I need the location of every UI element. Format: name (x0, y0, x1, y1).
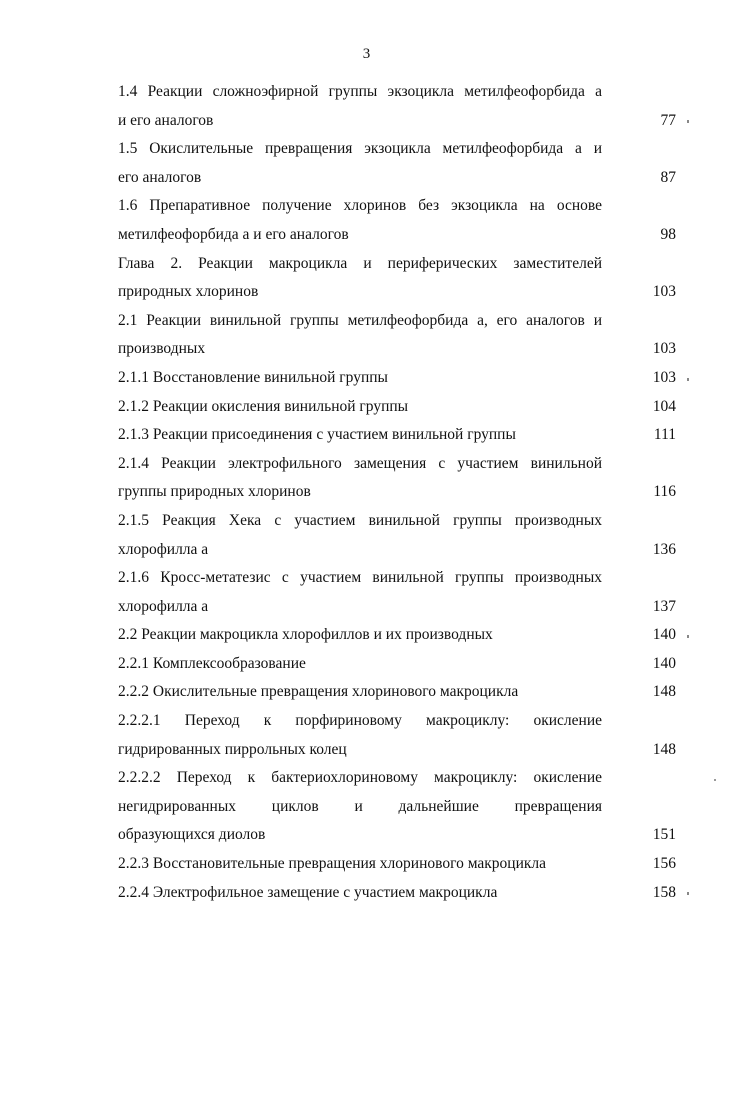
toc-entry (0, 450, 733, 507)
scan-mark (687, 120, 689, 123)
toc-page-number: 158 (652, 883, 676, 901)
toc-entry-line: метилфеофорбида а и его аналогов (118, 225, 349, 243)
toc-page-number: 156 (652, 855, 676, 873)
toc-entry-line: 2.1.3 Реакции присоединения с участием винильной группы (118, 426, 516, 444)
toc-entry-line: 1.4 Реакции сложноэфирной группы экзоцикла метилфеофорбида а (118, 83, 602, 100)
toc-page-number: 137 (652, 597, 676, 615)
scan-mark (687, 635, 689, 638)
page-number: 3 (362, 46, 371, 62)
toc-entry-line: 2.2.4 Электрофильное замещение с участием макроцикла (118, 883, 498, 901)
toc-page-number: 103 (652, 368, 676, 386)
table-of-contents (0, 78, 733, 907)
toc-page-number: 136 (652, 540, 676, 558)
toc-entry-line: негидрированных циклов и дальнейшие превращения (118, 797, 602, 815)
toc-page-number: 151 (652, 826, 676, 844)
toc-entry (0, 564, 733, 621)
toc-entry-line: хлорофилла а (118, 540, 209, 558)
toc-entry-line: производных (118, 340, 206, 358)
toc-entry (0, 650, 733, 679)
toc-entry (0, 250, 733, 307)
toc-entry-line: природных хлоринов (118, 283, 259, 301)
scan-mark (687, 378, 689, 381)
toc-entry (0, 879, 733, 908)
toc-entry-line: его аналогов (118, 168, 202, 186)
toc-entry-line: 2.2 Реакции макроцикла хлорофиллов и их производных (118, 626, 493, 644)
toc-entry-line: 2.2.2.2 Переход к бактериохлориновому макроциклу: окисление (118, 769, 602, 787)
toc-entry-line: 1.6 Препаративное получение хлоринов без экзоцикла на основе (118, 197, 602, 215)
toc-entry-line: 2.2.1 Комплексообразование (118, 654, 306, 672)
toc-entry-line: 2.1.1 Восстановление винильной группы (118, 368, 388, 386)
toc-entry (0, 393, 733, 422)
toc-entry-line: 2.1.6 Кросс-метатезис с участием винильной группы производных (118, 569, 602, 587)
toc-page-number: 140 (652, 626, 676, 644)
toc-entry (0, 707, 733, 764)
toc-page-number: 103 (652, 283, 676, 301)
toc-entry (0, 850, 733, 879)
toc-entry-line: 2.2.2.1 Переход к порфириновому макроциклу: окисление (118, 712, 602, 730)
toc-entry-line: гидрированных пиррольных колец (118, 740, 347, 758)
toc-entry (0, 78, 733, 135)
toc-entry-line: образующихся диолов (118, 826, 266, 844)
toc-entry-line: хлорофилла а (118, 597, 209, 615)
toc-entry-line: 2.2.3 Восстановительные превращения хлоринового макроцикла (118, 855, 547, 873)
scan-mark (687, 892, 689, 895)
toc-entry (0, 421, 733, 450)
toc-entry-line: 2.1.5 Реакция Хека с участием винильной группы производных (118, 511, 602, 529)
toc-page-number: 104 (652, 397, 676, 415)
toc-entry-line: 2.1.4 Реакции электрофильного замещения с участием винильной (118, 454, 602, 472)
toc-entry (0, 364, 733, 393)
toc-entry (0, 135, 733, 192)
toc-page-number: 87 (660, 168, 676, 186)
toc-page-number: 77 (660, 111, 676, 129)
toc-entry-line: 2.1.2 Реакции окисления винильной группы (118, 397, 409, 415)
toc-entry-line: и его аналогов (118, 111, 214, 129)
toc-page-number: 111 (653, 426, 676, 444)
toc-entry (0, 507, 733, 564)
toc-page-number: 148 (652, 740, 676, 758)
toc-page-number: 140 (652, 654, 676, 672)
scan-speck (714, 779, 716, 781)
toc-entry-line: 2.2.2 Окислительные превращения хлоринового макроцикла (118, 683, 519, 701)
toc-page-number: 103 (652, 340, 676, 358)
toc-page-number: 98 (660, 225, 676, 243)
toc-page-number: 148 (652, 683, 676, 701)
toc-entry (0, 192, 733, 249)
toc-entry (0, 621, 733, 650)
toc-entry (0, 678, 733, 707)
toc-entry-line: 1.5 Окислительные превращения экзоцикла метилфеофорбида а и (118, 140, 602, 158)
toc-entry (0, 307, 733, 364)
toc-entry-line: 2.1 Реакции винильной группы метилфеофорбида а, его аналогов и (118, 311, 602, 329)
toc-page-number: 116 (653, 483, 676, 501)
toc-entry-line: группы природных хлоринов (118, 483, 311, 501)
toc-entry (0, 764, 733, 850)
toc-entry-line: Глава 2. Реакции макроцикла и периферических заместителей (118, 254, 602, 272)
